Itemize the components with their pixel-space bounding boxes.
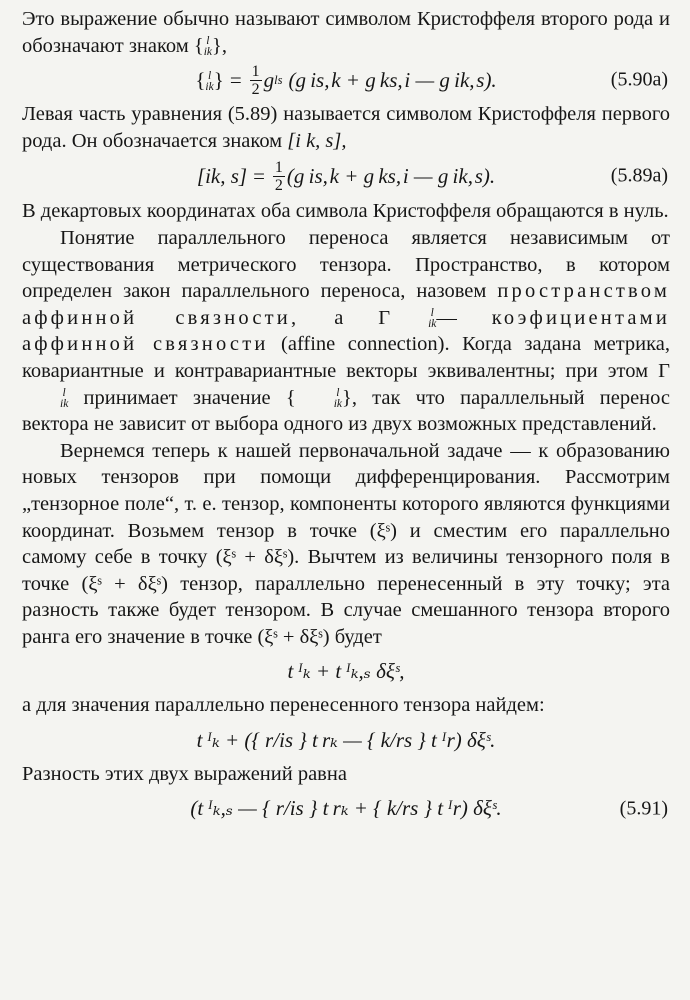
paragraph-transported: а для значения параллельно перенесенного тензора найдем: <box>22 694 545 717</box>
equation-5-91: (t ᴵₖ,ₛ — { r/is } t rₖ + { k/rs } t ᴵr) δξˢ. (5.91) <box>190 796 668 821</box>
equation-5-89a: [ik, s] = $\frac{1}{2}$ (g is, k + g ks, i — g ik, s). (5.89a) <box>196 158 668 194</box>
spaced-term: коэфициентами аффинной связности <box>22 306 671 356</box>
equation-number: (5.90a) <box>610 68 668 91</box>
equation-transported-tensor: t ᴵₖ + ({ r/is } t rₖ — { k/rs } t ᴵr) δξˢ. <box>196 727 496 752</box>
paragraph-cartesian: В декартовых координатах оба символа Кристоффеля обращаются в нуль. <box>22 200 669 223</box>
paragraph-difference: Разность этих двух выражений равна <box>22 763 347 786</box>
equation-number: (5.89a) <box>610 164 668 187</box>
equation-number: (5.91) <box>619 797 668 820</box>
paragraph-tensor-field: Вернемся теперь к нашей первоначальной задаче — к образованию новых тензоров при помощи дифференцирования. Рассмотрим „тензорное поле“, т. е. тензор, компоненты которого являются функциями координат. Возьмем тензор в точке (ξˢ) и сместим его параллельно самому себе в точку (ξˢ + δξˢ). Вычтем из величины тензорного поля в точке (ξˢ + δξˢ) тензор, параллельно перенесенный в эту точку; эта разность также будет тензором. В случае смешанного тензора второго ранга его значение в точке (ξˢ + δξˢ) будет <box>22 439 671 648</box>
equation-tensor-value: t ᴵₖ + t ᴵₖ,ₛ δξˢ, <box>287 658 405 683</box>
paragraph-christoffel-second-kind: Это выражение обычно называют символом Кристоффеля второго рода и обозначают знаком { l ik }, <box>22 8 670 58</box>
paragraph-christoffel-first-kind: Левая часть уравнения (5.89) называется символом Кристоффеля первого рода. Он обозначается знаком [i k, s], <box>22 103 670 152</box>
spaced-term: пространством аффинной связности, <box>22 280 670 329</box>
equation-5-90a: { l ik } = $\frac{1}{2}$ g ls (g is, k + g ks, i — g ik, s). (5.90a) <box>195 62 668 98</box>
paragraph-affine-connection: Понятие параллельного переноса является независимым от существования метрического тензора. Пространство, в котором определен закон параллельного переноса, назовем пространством аффинной связности, а Γ l ik — коэфициентами аффинной связности (affine connection). Когда задана метрика, ковариантные и контравариантные векторы эквивалентны; при этом Γ l ik принимает значение { l ik }, так что параллельный перенос вектора не зависит от выбора одного из двух возможных представлений. <box>22 226 671 436</box>
christoffel-symbol-inline: { l ik }, <box>193 34 227 58</box>
